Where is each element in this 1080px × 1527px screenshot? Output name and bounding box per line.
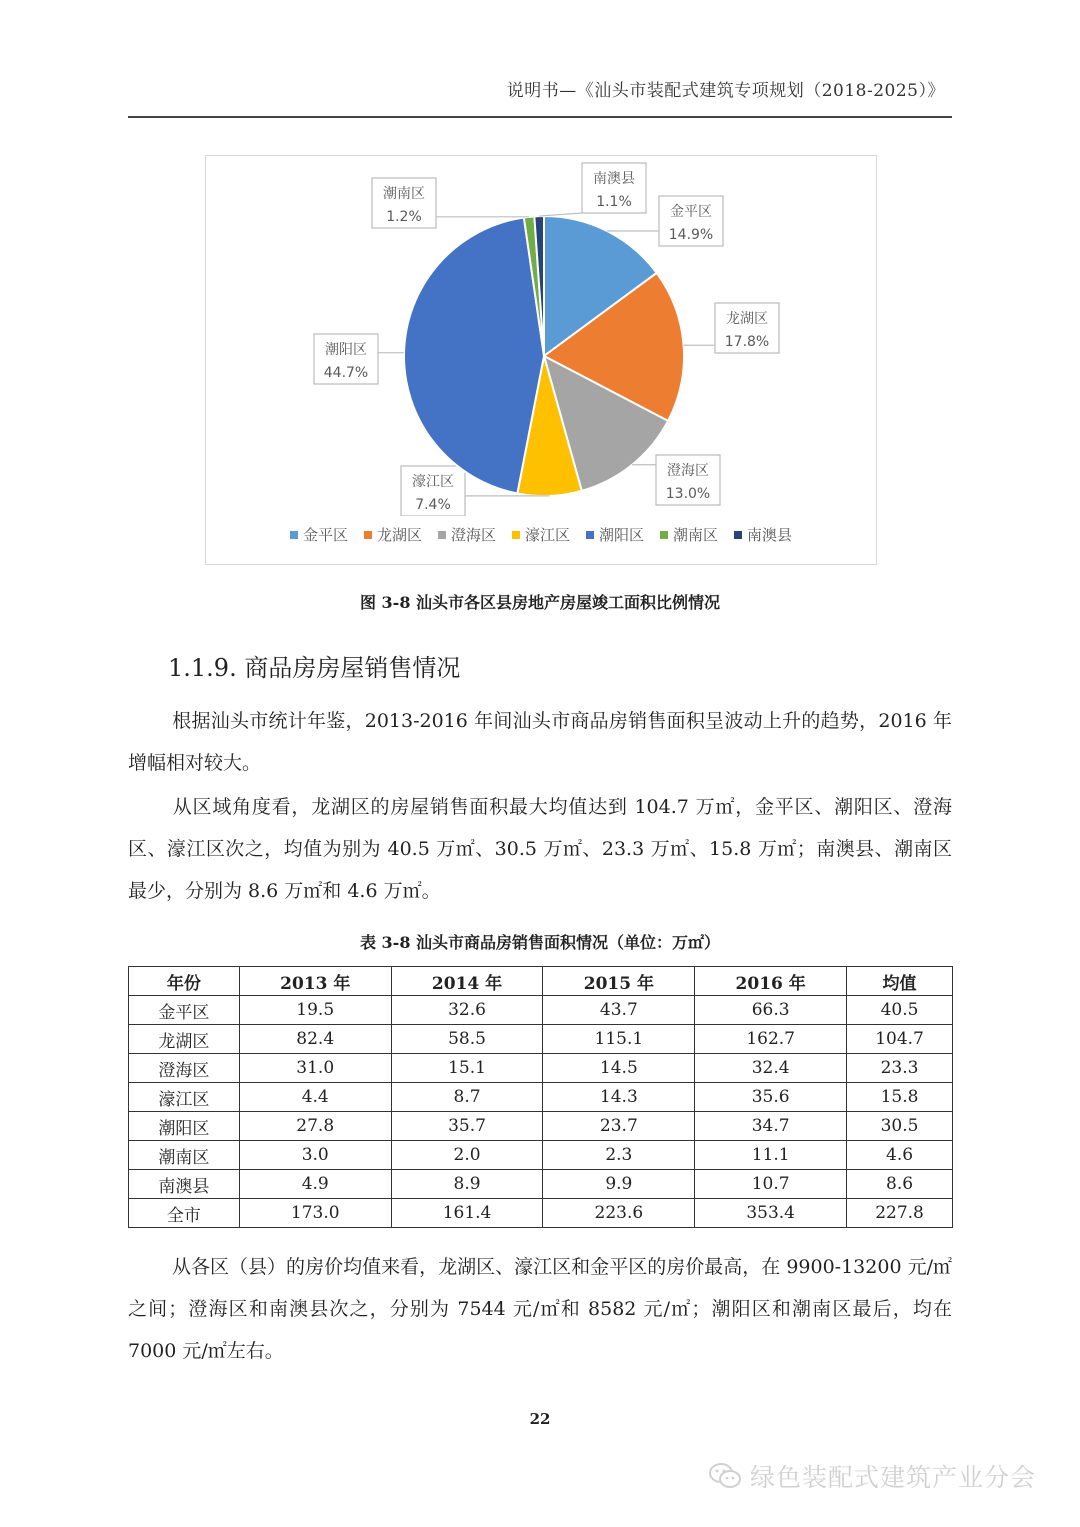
table-row <box>129 1054 953 1083</box>
header-cell: 2013 年 <box>239 967 391 996</box>
value-cell: 104.7 <box>847 1025 953 1054</box>
table-row <box>129 1025 953 1054</box>
value-cell: 14.3 <box>543 1083 695 1112</box>
value-cell: 40.5 <box>847 996 953 1025</box>
paragraph-3-text: 从各区（县）的房价均值来看，龙湖区、濠江区和金平区的房价最高，在 9900-13200 元/㎡之间；澄海区和南澳县次之，分别为 7544 元/㎡和 8582 元/㎡；潮阳区和潮南区最后，均在 7000 元/㎡左右。 <box>128 1256 952 1362</box>
data-label-category-6: 南澳县 <box>593 171 635 187</box>
row-label-cell: 南澳县 <box>129 1170 240 1199</box>
value-cell: 162.7 <box>695 1025 847 1054</box>
legend-label: 南澳县 <box>747 526 793 544</box>
legend-label: 澄海区 <box>450 526 496 544</box>
value-cell: 15.8 <box>847 1083 953 1112</box>
legend-label: 濠江区 <box>524 526 570 544</box>
data-label-value-1: 17.8% <box>724 334 770 350</box>
legend-swatch <box>586 531 594 539</box>
paragraph-1 <box>128 700 952 784</box>
paragraph-2-text: 从区域角度看，龙湖区的房屋销售面积最大均值达到 104.7 万㎡，金平区、潮阳区、澄海区、濠江区次之，均值为别为 40.5 万㎡、30.5 万㎡、23.3 万㎡、15.8 万㎡；南澳县、潮南区最少，分别为 8.6 万㎡和 4.6 万㎡。 <box>128 796 952 902</box>
value-cell: 35.6 <box>695 1083 847 1112</box>
sales-area-table <box>128 966 953 1228</box>
row-label-cell: 全市 <box>129 1199 240 1228</box>
legend-item-0 <box>290 524 348 545</box>
data-label-value-3: 7.4% <box>415 497 451 513</box>
value-cell: 58.5 <box>391 1025 543 1054</box>
legend-item-4 <box>586 524 644 545</box>
header-cell: 2015 年 <box>543 967 695 996</box>
value-cell: 3.0 <box>239 1141 391 1170</box>
data-label-value-5: 1.2% <box>386 209 422 225</box>
value-cell: 23.7 <box>543 1112 695 1141</box>
section-heading: 1.1.9. 商品房房屋销售情况 <box>168 654 461 682</box>
value-cell: 10.7 <box>695 1170 847 1199</box>
value-cell: 23.3 <box>847 1054 953 1083</box>
data-label-category-3: 濠江区 <box>412 474 454 490</box>
value-cell: 2.3 <box>543 1141 695 1170</box>
table-row <box>129 1170 953 1199</box>
pie-chart-canvas <box>206 156 876 516</box>
value-cell: 19.5 <box>239 996 391 1025</box>
table-row <box>129 996 953 1025</box>
table-row <box>129 1199 953 1228</box>
value-cell: 31.0 <box>239 1054 391 1083</box>
legend-label: 潮阳区 <box>599 526 645 544</box>
value-cell: 35.7 <box>391 1112 543 1141</box>
header-cell: 2014 年 <box>391 967 543 996</box>
table-row <box>129 1112 953 1141</box>
value-cell: 2.0 <box>391 1141 543 1170</box>
data-label-category-4: 潮阳区 <box>325 342 367 358</box>
legend-item-2 <box>438 524 496 545</box>
value-cell: 34.7 <box>695 1112 847 1141</box>
value-cell: 15.1 <box>391 1054 543 1083</box>
value-cell: 11.1 <box>695 1141 847 1170</box>
header-cell: 均值 <box>847 967 953 996</box>
data-label-value-4: 44.7% <box>323 365 369 381</box>
value-cell: 43.7 <box>543 996 695 1025</box>
paragraph-2 <box>128 786 952 912</box>
value-cell: 223.6 <box>543 1199 695 1228</box>
page-header-title: 说明书—《汕头市装配式建筑专项规划（2018-2025）》 <box>506 81 945 101</box>
legend-swatch <box>290 531 298 539</box>
legend-label: 潮南区 <box>673 526 719 544</box>
legend-swatch <box>438 531 446 539</box>
header-cell: 年份 <box>129 967 240 996</box>
value-cell: 82.4 <box>239 1025 391 1054</box>
paragraph-1-text: 根据汕头市统计年鉴，2013-2016 年间汕头市商品房销售面积呈波动上升的趋势，2016 年增幅相对较大。 <box>128 710 952 774</box>
legend-swatch <box>364 531 372 539</box>
value-cell: 173.0 <box>239 1199 391 1228</box>
data-label-value-2: 13.0% <box>665 486 711 502</box>
data-label-category-0: 金平区 <box>670 204 712 220</box>
header-cell: 2016 年 <box>695 967 847 996</box>
legend-item-6 <box>734 524 792 545</box>
legend-swatch <box>734 531 742 539</box>
wechat-icon <box>708 1461 742 1491</box>
row-label-cell: 濠江区 <box>129 1083 240 1112</box>
data-label-category-1: 龙湖区 <box>726 311 768 327</box>
leader-line-6 <box>539 213 582 216</box>
value-cell: 30.5 <box>847 1112 953 1141</box>
value-cell: 227.8 <box>847 1199 953 1228</box>
value-cell: 14.5 <box>543 1054 695 1083</box>
legend-swatch <box>660 531 668 539</box>
row-label-cell: 潮南区 <box>129 1141 240 1170</box>
row-label-cell: 龙湖区 <box>129 1025 240 1054</box>
pie-chart <box>205 155 877 565</box>
table-row <box>129 1141 953 1170</box>
legend-label: 金平区 <box>302 526 348 544</box>
page-number: 22 <box>529 1410 551 1428</box>
row-label-cell: 澄海区 <box>129 1054 240 1083</box>
value-cell: 8.7 <box>391 1083 543 1112</box>
row-label-cell: 潮阳区 <box>129 1112 240 1141</box>
row-label-cell: 金平区 <box>129 996 240 1025</box>
value-cell: 8.6 <box>847 1170 953 1199</box>
value-cell: 32.6 <box>391 996 543 1025</box>
value-cell: 161.4 <box>391 1199 543 1228</box>
watermark-text: 绿色装配式建筑产业分会 <box>750 1463 1037 1492</box>
pie-slice-4 <box>404 217 544 493</box>
value-cell: 4.9 <box>239 1170 391 1199</box>
value-cell: 353.4 <box>695 1199 847 1228</box>
data-label-value-6: 1.1% <box>596 194 632 210</box>
value-cell: 66.3 <box>695 996 847 1025</box>
legend-item-1 <box>364 524 422 545</box>
figure-caption: 图 3-8 汕头市各区县房地产房屋竣工面积比例情况 <box>359 593 721 612</box>
legend-swatch <box>512 531 520 539</box>
paragraph-3 <box>128 1246 952 1372</box>
value-cell: 115.1 <box>543 1025 695 1054</box>
table-caption: 表 3-8 汕头市商品房销售面积情况（单位：万㎡） <box>359 933 721 952</box>
chart-legend <box>206 524 876 545</box>
value-cell: 4.6 <box>847 1141 953 1170</box>
header-divider <box>128 116 952 118</box>
legend-item-5 <box>660 524 718 545</box>
value-cell: 8.9 <box>391 1170 543 1199</box>
watermark <box>708 1458 1036 1494</box>
table-header-row <box>129 967 953 996</box>
value-cell: 9.9 <box>543 1170 695 1199</box>
data-label-category-5: 潮南区 <box>383 186 425 202</box>
data-label-value-0: 14.9% <box>668 227 714 243</box>
legend-item-3 <box>512 524 570 545</box>
data-label-category-2: 澄海区 <box>667 463 709 479</box>
legend-label: 龙湖区 <box>376 526 422 544</box>
table-row <box>129 1083 953 1112</box>
value-cell: 32.4 <box>695 1054 847 1083</box>
value-cell: 27.8 <box>239 1112 391 1141</box>
value-cell: 4.4 <box>239 1083 391 1112</box>
